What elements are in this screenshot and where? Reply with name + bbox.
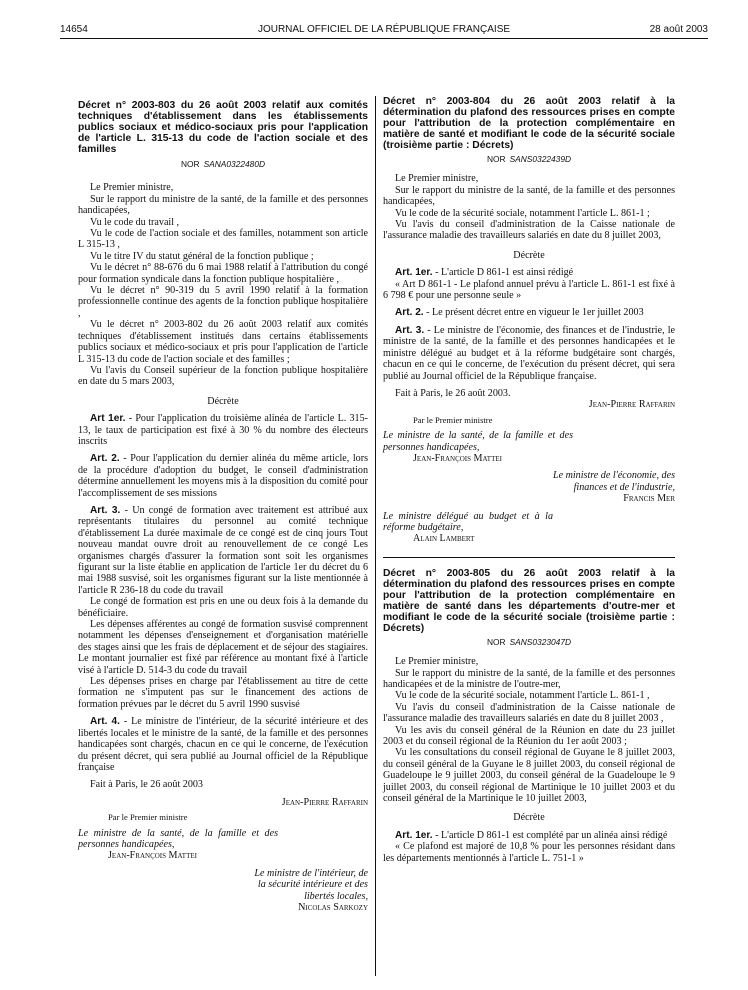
paragraph: Vu les avis du conseil général de la Réunion en date du 23 juillet 2003 et du conseil régional de la Réunion du 1er août 2003 ; bbox=[383, 724, 675, 748]
paragraph: Sur le rapport du ministre de la santé, de la famille et des personnes handicapées, bbox=[78, 193, 368, 217]
paragraph: Vu le décret n° 2003-802 du 26 août 2003 relatif aux comités techniques d'établissement institués dans certains établissements publics sociaux et médico-sociaux et pris pour l'application de l'article L 315-13 du code de l'action sociale et des familles ; bbox=[78, 319, 368, 365]
paragraph: Sur le rapport du ministre de la santé, de la famille et des personnes handicapées et de la ministre de l'outre-mer, bbox=[383, 667, 675, 690]
column-divider bbox=[375, 96, 376, 976]
paragraph: Le Premier ministre, bbox=[395, 656, 479, 668]
decrete-heading: Décrète bbox=[207, 395, 239, 407]
signing-place-date: Fait à Paris, le 26 août 2003 bbox=[90, 779, 203, 791]
par-premier-ministre: Par le Premier ministre bbox=[108, 812, 188, 823]
decree-803-title: Décret n° 2003-803 du 26 août 2003 relatif aux comités techniques d'établissement dans les établissements publics sociaux et médico-sociaux pris pour l'application de l'article L. 315-13 du code de l'action sociale et des familles bbox=[78, 100, 368, 155]
article-1-quote: « Art D 861-1 - Le plafond annuel prévu à l'article L. 861-1 est fixé à 6 798 € pour une personne seule » bbox=[383, 278, 675, 302]
minister-sante-title: Le ministre de la santé, de la famille et des personnes handicapées, bbox=[78, 827, 278, 850]
par-premier-ministre: Par le Premier ministre bbox=[413, 414, 493, 425]
minister-interieur-title: Le ministre de l'intérieur, de la sécurité intérieure et des libertés locales, bbox=[254, 867, 368, 902]
article-2: Art. 2. - Le présent décret entre en vigueur le 1er juillet 2003 bbox=[395, 307, 644, 319]
paragraph: Vu le décret n° 88-676 du 6 mai 1988 relatif à l'attribution du congé pour formation syndicale dans la fonction publique hospitalière , bbox=[78, 262, 368, 285]
page-number: 14654 bbox=[60, 24, 88, 35]
paragraph: Vu l'avis du conseil d'administration de la Caisse nationale de l'assurance maladie des travailleurs salariés en date du 8 juillet 2003, bbox=[383, 219, 675, 242]
paragraph: Vu les consultations du conseil régional de Guyane le 8 juillet 2003, du conseil général de la Guyane le 8 juillet 2003, du conseil régional de Guadeloupe le 9 juillet 2003, du conseil général de la Guadeloupe le 9 juillet 2003, du conseil régional de Martinique le 10 juillet 2003 et du conseil général de la Martinique le 10 juillet 2003, bbox=[383, 747, 675, 805]
article-4: Art. 4. - Le ministre de l'intérieur, de la sécurité intérieure et des libertés locales et le ministre de la santé, de la famille et des personnes handicapées sont chargés, chacun en ce qui le concerne, de l'exécution du présent décret, qui sera publié au Journal officiel de la République française bbox=[78, 716, 368, 773]
paragraph: Sur le rapport du ministre de la santé, de la famille et des personnes handicapées, bbox=[383, 184, 675, 208]
decree-separator bbox=[383, 557, 675, 558]
decrete-heading: Décrète bbox=[513, 249, 545, 261]
decree-803-nor: NOR SANA0322480D bbox=[180, 159, 266, 169]
article-1-quote: « Ce plafond est majoré de 10,8 % pour les personnes résidant dans les départements mentionnés à l'article L. 751-1 » bbox=[383, 841, 675, 864]
paragraph: Les dépenses prises en charge par l'établissement au titre de cette formation ne s'imputent pas sur le financement des actions de formation prévues par le décret du 5 avril 1990 susvisé bbox=[78, 676, 368, 710]
paragraph: Le Premier ministre, bbox=[395, 173, 479, 185]
paragraph: Vu l'avis du conseil d'administration de la Caisse nationale de l'assurance maladie des travailleurs salariés en date du 8 juillet 2003 , bbox=[383, 701, 675, 725]
paragraph: Vu le code de la sécurité sociale, notamment l'article L. 861-1 , bbox=[395, 690, 650, 702]
minister-economie-title: Le ministre de l'économie, des finances et de l'industrie, bbox=[552, 470, 675, 493]
signature-mattei: Jean-François Mattei bbox=[413, 452, 502, 464]
right-column bbox=[383, 96, 675, 864]
signature-mattei: Jean-François Mattei bbox=[108, 850, 197, 862]
issue-date: 28 août 2003 bbox=[649, 24, 708, 35]
decree-804-nor: NOR SANS0322439D bbox=[486, 154, 572, 164]
page-header bbox=[60, 22, 708, 39]
nor-code: SANA0322480D bbox=[203, 159, 266, 169]
paragraph: Le Premier ministre, bbox=[90, 182, 174, 194]
nor-code: SANS0323047D bbox=[509, 636, 572, 647]
signature-raffarin: Jean-Pierre Raffarin bbox=[588, 399, 675, 411]
paragraph: Les dépenses afférentes au congé de formation susvisé comprennent notamment les dépenses d'enseignement et d'organisation matérielle des stages ainsi que les frais de déplacement et de séjour des stagiaires. Le montant journalier est fixé par référence au montant fixé à l'article visé à l'article D. 514-3 du code du travail bbox=[78, 619, 368, 676]
paragraph: Vu le code du travail , bbox=[90, 216, 180, 228]
paragraph: Le congé de formation est pris en une ou deux fois à la demande du bénéficiaire. bbox=[78, 596, 368, 619]
signing-place-date: Fait à Paris, le 26 août 2003. bbox=[395, 387, 511, 399]
paragraph: Vu le code de la sécurité sociale, notamment l'article L. 861-1 ; bbox=[395, 207, 650, 219]
article-1: Art. 1er. - L'article D 861-1 est ainsi rédigé bbox=[395, 267, 574, 279]
left-column bbox=[78, 100, 368, 913]
signature-sarkozy: Nicolas Sarkozy bbox=[298, 901, 368, 913]
minister-sante-title: Le ministre de la santé, de la famille et des personnes handicapées, bbox=[383, 430, 573, 453]
paragraph: Vu le décret n° 90-319 du 5 avril 1990 relatif à la formation professionnelle continue des agents de la fonction publique hospitalière , bbox=[78, 285, 368, 319]
decree-805-title: Décret n° 2003-805 du 26 août 2003 relatif à la détermination du plafond des ressources prises en compte pour l'attribution de la protection complémentaire en matière de santé dans les départements d'outre-mer et modifiant le code de la sécurité sociale (troisième partie : Décrets) bbox=[383, 567, 675, 634]
signature-mer: Francis Mer bbox=[623, 493, 675, 505]
nor-code: SANS0322439D bbox=[509, 154, 572, 164]
signature-lambert: Alain Lambert bbox=[413, 533, 475, 545]
article-2: Art. 2. - Pour l'application du dernier alinéa du même article, lors de la procédure d'adoption du budget, le conseil d'administration détermine annuellement les moyens mis à la disposition du comité pour l'accomplissement de ses missions bbox=[78, 453, 368, 499]
decrete-heading: Décrète bbox=[513, 812, 545, 824]
journal-title: JOURNAL OFFICIEL DE LA RÉPUBLIQUE FRANÇAISE bbox=[257, 24, 511, 35]
signature-raffarin: Jean-Pierre Raffarin bbox=[281, 796, 368, 808]
paragraph: Vu le titre IV du statut général de la fonction publique ; bbox=[90, 250, 314, 262]
article-3: Art. 3. - Un congé de formation avec traitement est attribué aux représentants titulaires du personnel au comité technique d'établissement La durée maximale de ce congé est de cinq jours Tout nouveau mandat ouvre droit au renouvellement de ce congé Les organismes chargés d'assurer la formation sont soit les organismes figurant sur la liste établie en application de l'article 1er du décret du 6 mai 1988 susvisé, soit les organismes figurant sur la liste mentionnée à l'article R 236-18 du code du travail bbox=[78, 504, 368, 596]
decree-804-title: Décret n° 2003-804 du 26 août 2003 relatif à la détermination du plafond des ressources prises en compte pour l'attribution de la protection complémentaire en matière de santé et modifiant le code de la sécurité sociale (troisième partie : Décrets) bbox=[383, 96, 675, 151]
article-1: Art. 1er. - L'article D 861-1 est complété par un alinéa ainsi rédigé bbox=[395, 829, 668, 841]
minister-budget-title: Le ministre délégué au budget et à la réforme budgétaire, bbox=[383, 510, 553, 533]
article-1: Art 1er. - Pour l'application du troisième alinéa de l'article L. 315-13, le taux de participation est fixé à 30 % du nombre des électeurs inscrits bbox=[78, 413, 368, 447]
paragraph: Vu l'avis du Conseil supérieur de la fonction publique hospitalière en date du 5 mars 2003, bbox=[78, 364, 368, 388]
paragraph: Vu le code de l'action sociale et des familles, notamment son article L 315-13 , bbox=[78, 228, 368, 251]
article-3: Art. 3. - Le ministre de l'économie, des finances et de l'industrie, le ministre de la santé, de la famille et des personnes handicapées et le ministre délégué au budget et à la réforme budgétaire sont chargés, chacun en ce qui le concerne, de l'exécution du présent décret, qui sera publié au Journal officiel de la République française. bbox=[383, 324, 676, 382]
decree-805-nor: NOR SANS0323047D bbox=[486, 636, 572, 647]
